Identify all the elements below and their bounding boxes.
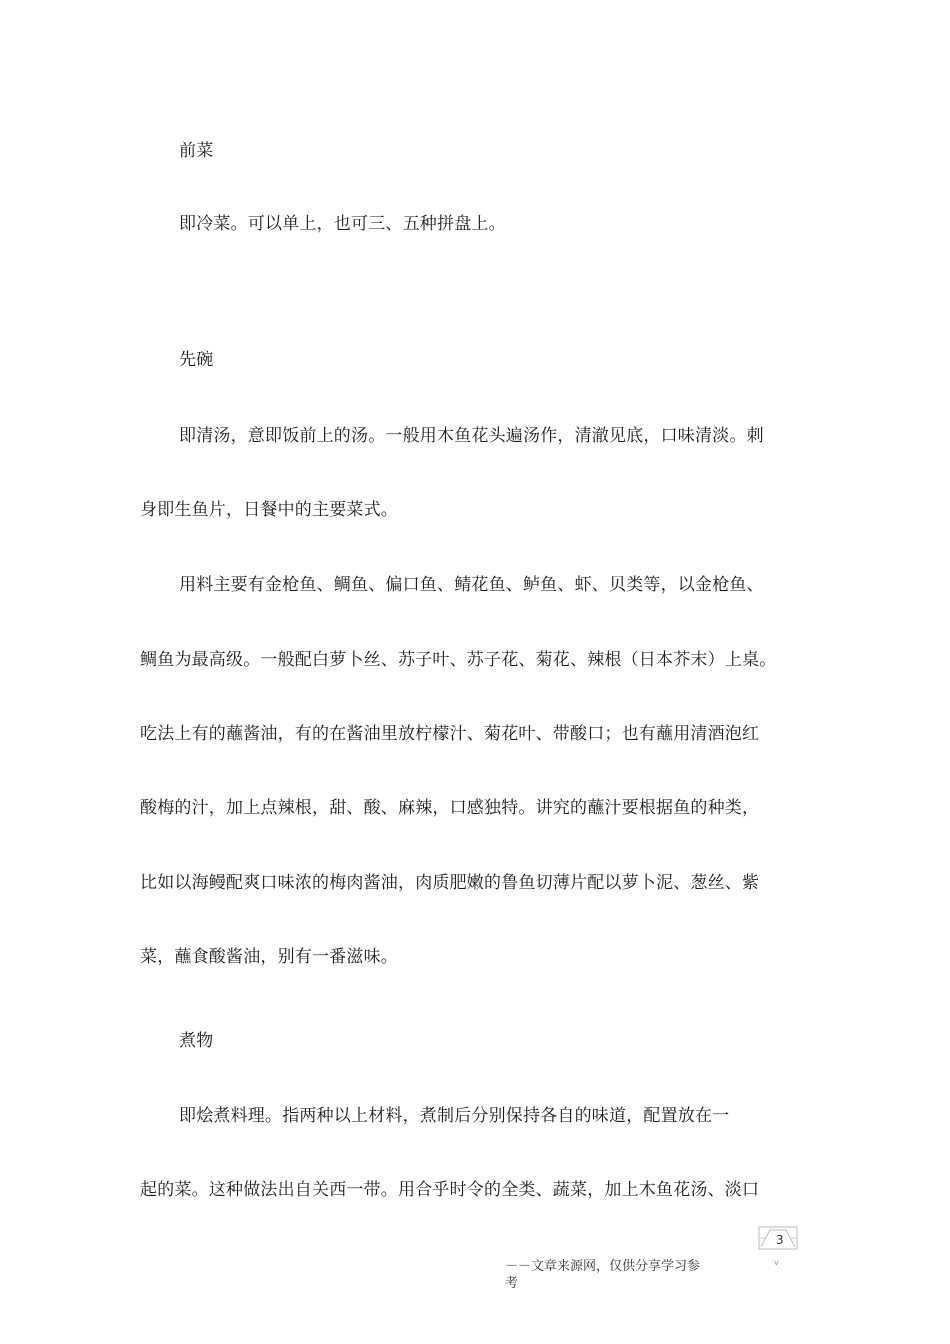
paragraph-line: 即清汤，意即饭前上的汤。一般用木鱼花头遍汤作，清澈见底，口味清淡。刺 — [179, 426, 764, 446]
page-number: 3 — [776, 1233, 784, 1247]
paragraph-line: 吃法上有的蘸酱油，有的在酱油里放柠檬汁、菊花叶、带酸口；也有蘸用清酒泡红 — [140, 724, 760, 744]
paragraph-line: 即冷菜。可以单上，也可三、五种拼盘上。 — [179, 214, 506, 234]
paragraph-line: 菜，蘸食酸酱油，别有一番滋味。 — [140, 947, 398, 967]
paragraph-line: 酸梅的汁，加上点辣根，甜、酸、麻辣，口感独特。讲究的蘸汁要根据鱼的种类， — [140, 798, 760, 818]
heading-zhuwu: 煮物 — [179, 1031, 214, 1051]
paragraph-line: 比如以海鳗配爽口味浓的梅肉酱油，肉质肥嫩的鲁鱼切薄片配以萝卜泥、葱丝、紫 — [140, 873, 760, 893]
paragraph-line: 起的菜。这种做法出自关西一带。用合乎时令的全类、蔬菜，加上木鱼花汤、淡口 — [140, 1180, 760, 1200]
footer-line: －－文章来源网，仅供分享学习参 — [505, 1259, 701, 1274]
page-mark: v — [774, 1258, 779, 1267]
footer-line: 考 — [505, 1276, 519, 1291]
paragraph-line: 鲷鱼为最高级。一般配白萝卜丝、苏子叶、苏子花、菊花、辣根（日本芥末）上桌。 — [140, 650, 777, 670]
heading-xianwan: 先碗 — [179, 350, 214, 370]
paragraph-line: 即烩煮料理。指两种以上材料，煮制后分别保持各自的味道，配置放在一 — [179, 1106, 730, 1126]
heading-qiancai: 前菜 — [179, 141, 214, 161]
paragraph-line: 身即生鱼片，日餐中的主要菜式。 — [140, 500, 398, 520]
paragraph-line: 用料主要有金枪鱼、鲷鱼、偏口鱼、鲭花鱼、鲈鱼、虾、贝类等，以金枪鱼、 — [179, 575, 764, 595]
footer-source-note — [505, 1258, 720, 1292]
